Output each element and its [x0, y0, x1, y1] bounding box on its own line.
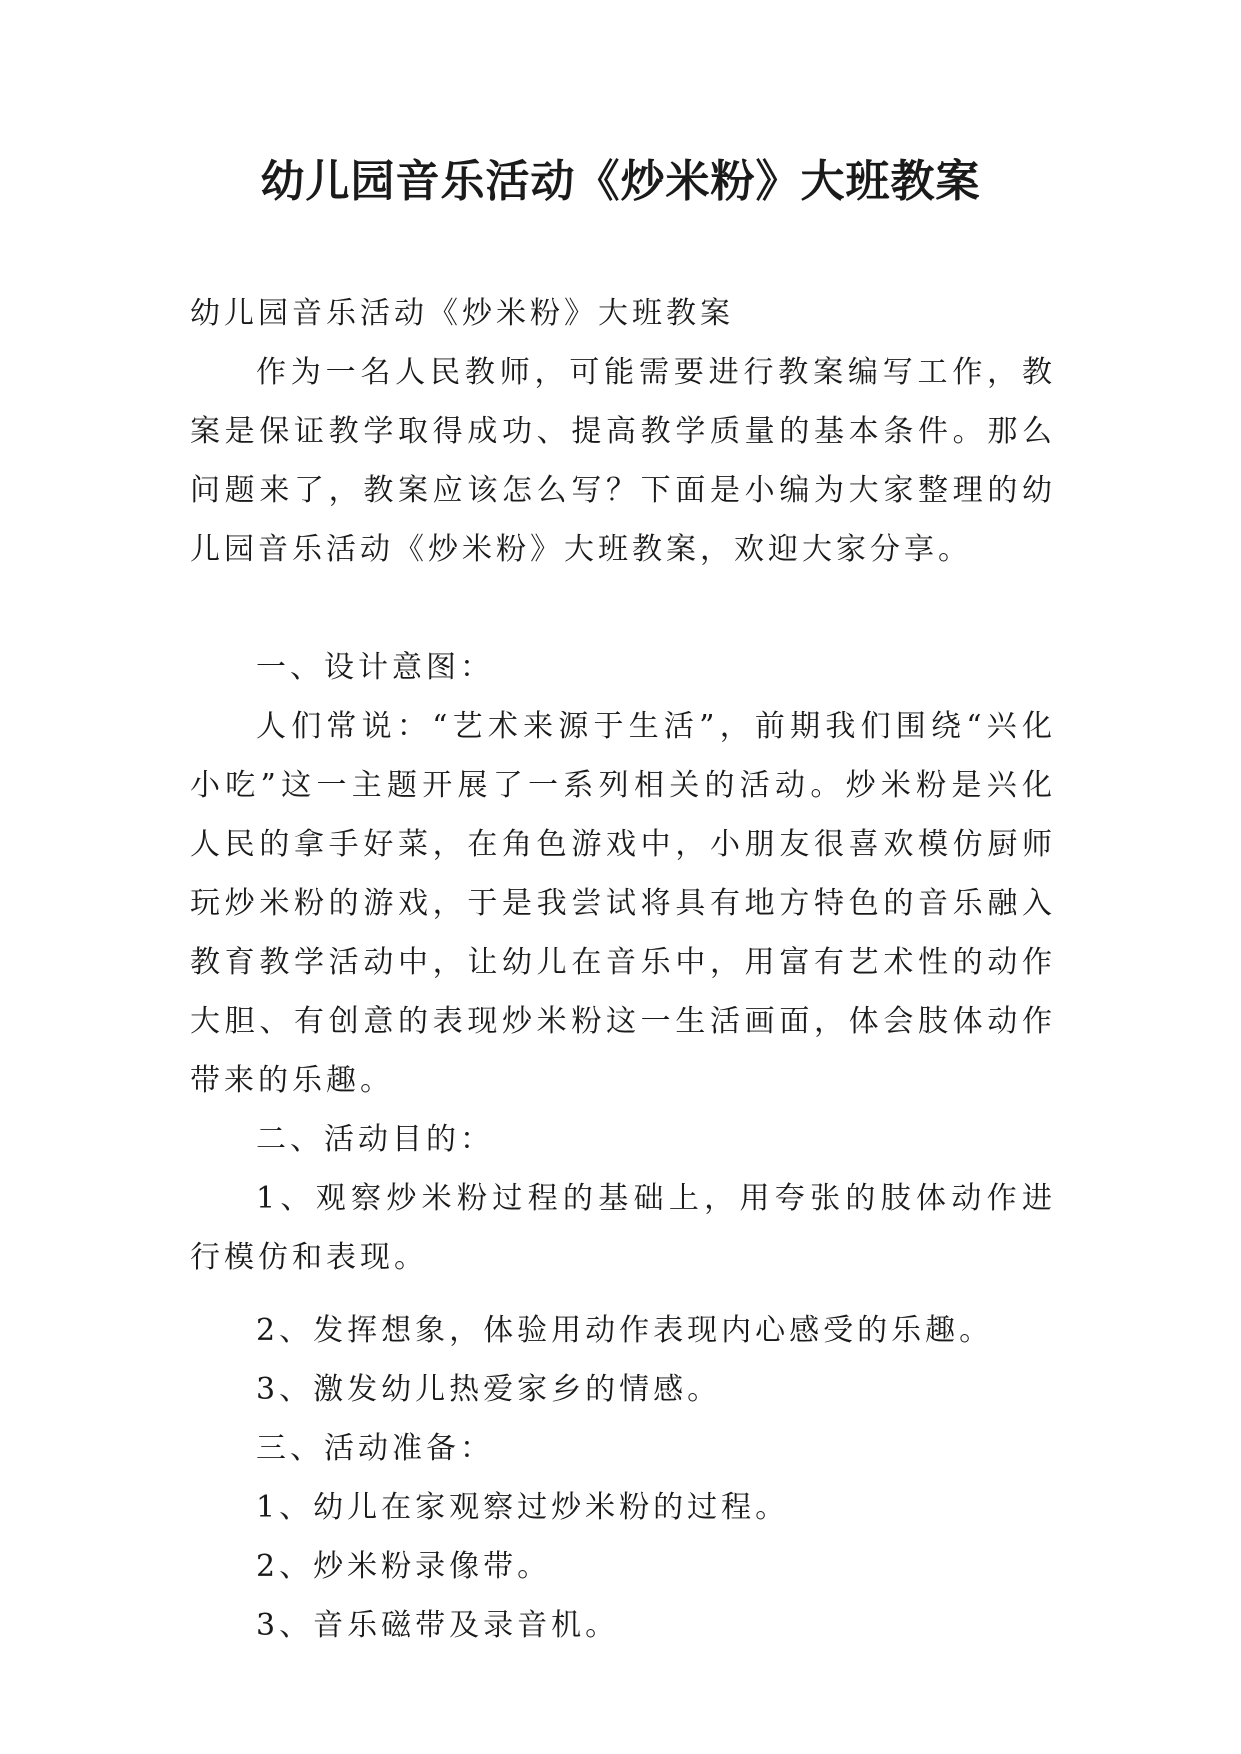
- preparation-item-3: 3、音乐磁带及录音机。: [256, 1608, 620, 1643]
- goal-item-2: 2、发挥想象，体验用动作表现内心感受的乐趣。: [256, 1313, 994, 1348]
- design-intent-paragraph: 人们常说：“艺术来源于生活”，前期我们围绕“兴化小吃”这一主题开展了一系列相关的活动。炒米粉是兴化人民的拿手好菜，在角色游戏中，小朋友很喜欢模仿厨师玩炒米粉的游戏，于是我尝试将具有地方特色的音乐融入教育教学活动中，让幼儿在音乐中，用富有艺术性的动作大胆、有创意的表现炒米粉这一生活画面，体会肢体动作带来的乐趣。: [190, 709, 1056, 1098]
- intro-paragraph: 作为一名人民教师，可能需要进行教案编写工作，教案是保证教学取得成功、提高教学质量的基本条件。那么问题来了，教案应该怎么写？下面是小编为大家整理的幼儿园音乐活动《炒米粉》大班教案，欢迎大家分享。: [190, 355, 1056, 567]
- preparation-item-1: 1、幼儿在家观察过炒米粉的过程。: [256, 1490, 790, 1525]
- paragraph-spacer: [190, 579, 1056, 638]
- document-title: 幼儿园音乐活动《炒米粉》大班教案: [260, 156, 981, 207]
- subtitle-line: 幼儿园音乐活动《炒米粉》大班教案: [190, 296, 734, 331]
- goal-item-3: 3、激发幼儿热爱家乡的情感。: [256, 1372, 722, 1407]
- preparation-item-2: 2、炒米粉录像带。: [256, 1549, 552, 1584]
- item-spacer: [190, 1287, 1056, 1301]
- section-heading-preparation: 三、活动准备：: [256, 1431, 494, 1466]
- document-body: [190, 284, 1056, 1655]
- section-heading-activity-goals: 二、活动目的：: [256, 1122, 494, 1157]
- section-heading-design-intent: 一、设计意图：: [256, 650, 494, 685]
- goal-item-1: 1、观察炒米粉过程的基础上，用夸张的肢体动作进行模仿和表现。: [190, 1181, 1056, 1275]
